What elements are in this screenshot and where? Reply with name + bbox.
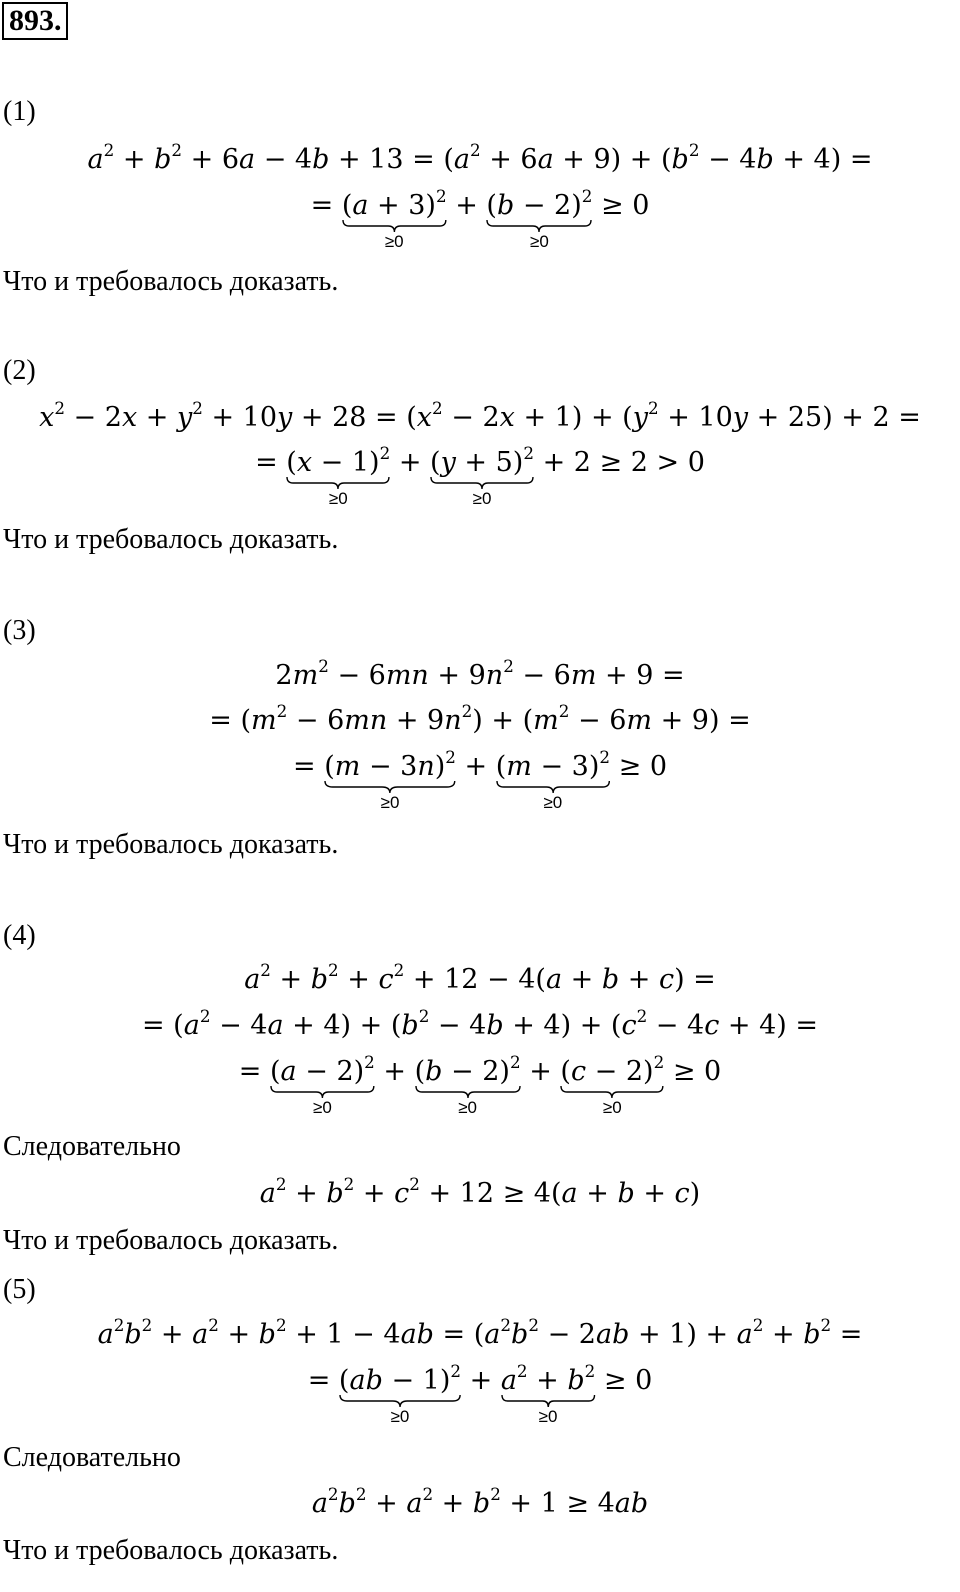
condition-label: ≥0 xyxy=(384,232,404,251)
underbrace-term: $(b - 2)^2$ ≥0 xyxy=(486,185,593,251)
conclusion-text: Что и требовалось доказать. xyxy=(3,1535,339,1566)
underbrace-icon xyxy=(343,220,446,232)
part-label: (5) xyxy=(3,1274,36,1305)
underbrace-term: $(m - 3)^2$ ≥0 xyxy=(495,746,611,812)
underbrace-term: $(a - 2)^2$ ≥0 xyxy=(270,1051,375,1117)
condition-label: ≥0 xyxy=(390,1407,410,1426)
underbrace-term: (ab − 1)$^2$ ≥0 xyxy=(338,1360,462,1426)
underbrace-term: $(b - 2)^2$ ≥0 xyxy=(414,1051,521,1117)
equation-line: $a^2 + b^2 + c^2 + 12 - 4(a + b + c)$ = xyxy=(244,959,716,995)
equation-line: $a^2b^2 + a^2 + b^2 + 1 - 4ab = (a^2b^2 - 2ab + 1) + a^2 + b^2$ = xyxy=(97,1314,863,1350)
underbrace-term: $a^2 + b^2$ ≥0 xyxy=(500,1360,596,1426)
underbrace-icon xyxy=(502,1395,595,1407)
equation-line: $2m^2 - 6mn + 9n^2 - 6m + 9$ = xyxy=(275,655,685,691)
condition-label: ≥0 xyxy=(530,232,549,251)
therefore-text: Следовательно xyxy=(3,1131,181,1162)
condition-label: ≥0 xyxy=(313,1098,332,1117)
condition-label: ≥0 xyxy=(538,1407,558,1426)
underbrace-icon xyxy=(325,781,455,793)
underbrace-term: $(c - 2)^2$ ≥0 xyxy=(560,1051,665,1117)
equation-line: = (ab − 1)$^2$ ≥0 + $a^2 + b^2$ ≥0 ≥ 0 xyxy=(307,1360,653,1426)
part-label: (1) xyxy=(3,96,36,127)
equation-line: $x^2 - 2x + y^2 + 10y + 28 = (x^2 - 2x + 1) + (y^2 + 10y + 25) + 2$ = xyxy=(39,397,921,433)
conclusion-text: Что и требовалось доказать. xyxy=(3,1225,339,1256)
equation-line: = $(m - 3n)^2$ ≥0 + $(m - 3)^2$ ≥0 ≥ 0 xyxy=(292,746,667,812)
underbrace-icon xyxy=(497,781,609,793)
condition-label: ≥0 xyxy=(543,793,563,812)
equation-line: $a^2 + b^2 + c^2 + 12 \ge 4(a + b + c)$ xyxy=(259,1173,701,1209)
part-label: (4) xyxy=(3,920,36,951)
conclusion-text: Что и требовалось доказать. xyxy=(3,266,339,297)
equation-line: = $(m^2 - 6mn + 9n^2) + (m^2 - 6m + 9)$ = xyxy=(209,700,751,736)
underbrace-icon xyxy=(487,220,591,232)
condition-label: ≥0 xyxy=(328,489,348,508)
condition-label: ≥0 xyxy=(458,1098,477,1117)
equation-line: = $(a - 2)^2$ ≥0 + $(b - 2)^2$ ≥0 + $(c - 2)^2$ ≥0 ≥ 0 xyxy=(238,1051,722,1117)
underbrace-term: $(m - 3n)^2$ ≥0 xyxy=(324,746,456,812)
underbrace-icon xyxy=(287,477,389,489)
condition-label: ≥0 xyxy=(602,1098,622,1117)
problem-number: 893. xyxy=(2,2,68,40)
underbrace-icon xyxy=(271,1086,374,1098)
equation-line: $a^2 + b^2 + 6a - 4b + 13 = (a^2 + 6a + 9) + (b^2 - 4b + 4)$ = xyxy=(87,139,873,175)
part-label: (3) xyxy=(3,615,36,646)
condition-label: ≥0 xyxy=(380,793,400,812)
part-label: (2) xyxy=(3,355,36,386)
underbrace-icon xyxy=(561,1086,663,1098)
condition-label: ≥0 xyxy=(472,489,492,508)
therefore-text: Следовательно xyxy=(3,1442,181,1473)
underbrace-term: $(y + 5)^2$ ≥0 xyxy=(430,442,534,508)
underbrace-term: $(a + 3)^2$ ≥0 xyxy=(341,185,447,251)
equation-line: = $(a^2 - 4a + 4) + (b^2 - 4b + 4) + (c^2 - 4c + 4)$ = xyxy=(141,1005,819,1041)
conclusion-text: Что и требовалось доказать. xyxy=(3,524,339,555)
equation-line: $a^2b^2 + a^2 + b^2 + 1 \ge 4ab$ xyxy=(311,1483,649,1519)
underbrace-icon xyxy=(416,1086,520,1098)
underbrace-term: $(x - 1)^2$ ≥0 xyxy=(286,442,391,508)
underbrace-icon xyxy=(340,1395,460,1407)
equation-line: = $(x - 1)^2$ ≥0 + $(y + 5)^2$ ≥0 + 2 ≥ 2 > 0 xyxy=(255,442,705,508)
equation-line: = $(a + 3)^2$ ≥0 + $(b - 2)^2$ ≥0 ≥ 0 xyxy=(310,185,650,251)
underbrace-icon xyxy=(431,477,533,489)
conclusion-text: Что и требовалось доказать. xyxy=(3,829,339,860)
